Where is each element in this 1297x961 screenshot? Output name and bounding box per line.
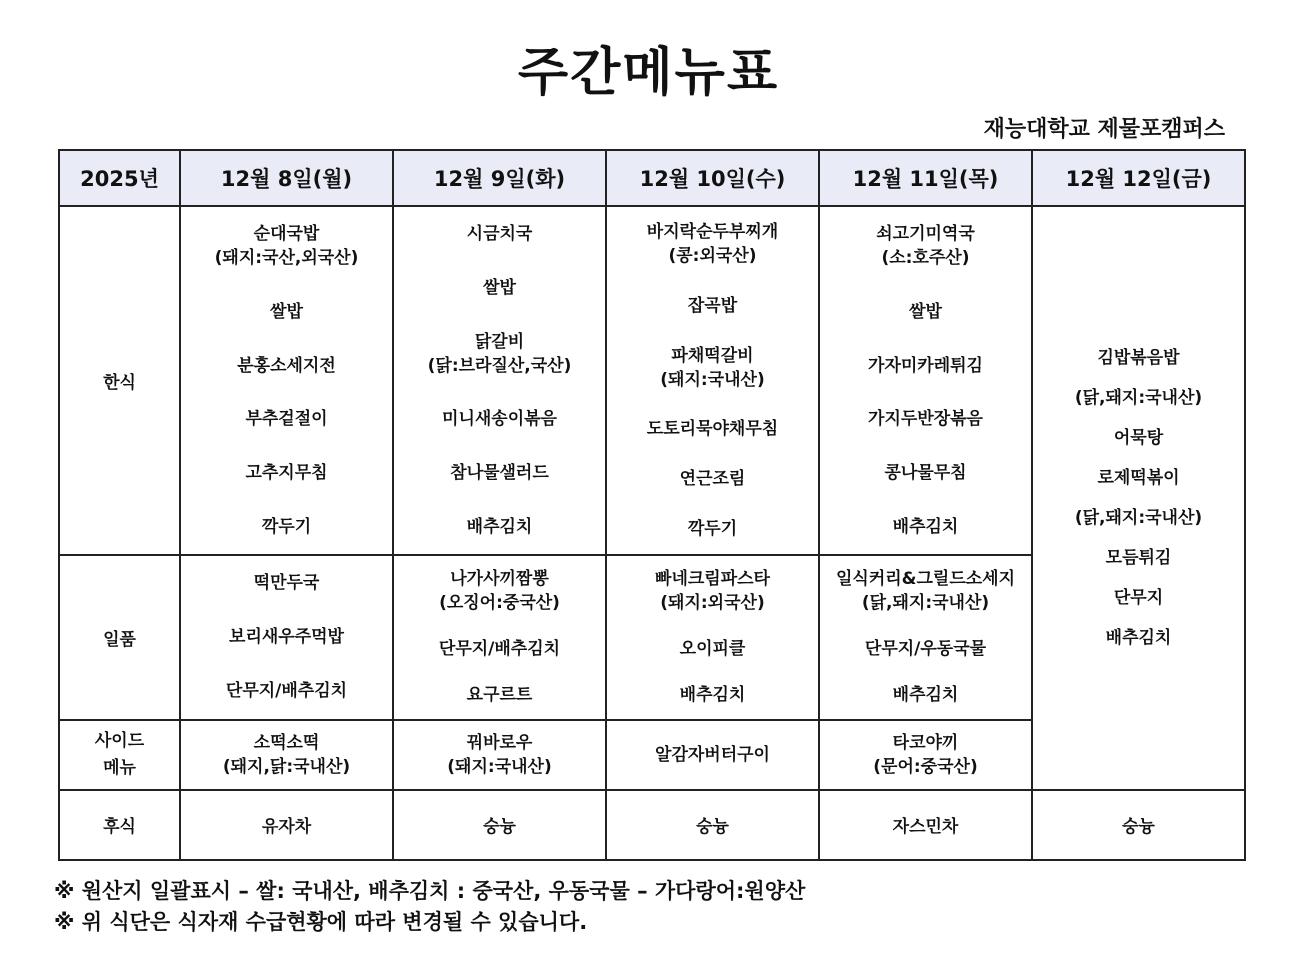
menu-item: 분홍소세지전 [237, 355, 336, 376]
menu-item: 떡만두국 [253, 573, 320, 594]
korean-menu-tue [393, 206, 606, 555]
menu-item: 배추김치 [892, 517, 959, 538]
header-row [59, 150, 1245, 206]
footnote-origin: ※ 원산지 일괄표시 – 쌀: 국내산, 배추김치 : 중국산, 우동국물 – 가다랑어:원양산 [54, 879, 806, 903]
ilpum-menu-wed [606, 555, 819, 720]
side-menu-thu [819, 720, 1032, 790]
dessert-row [59, 790, 1245, 860]
row-label-side-text: 사이드 메뉴 [94, 730, 145, 778]
menu-item: 배추김치 [466, 517, 533, 538]
menu-item: 쌀밥 [909, 301, 942, 322]
side-menu-wed [606, 720, 819, 790]
menu-item: 닭갈비 (닭:브라질산,국산) [427, 331, 572, 376]
side-menu-tue [393, 720, 606, 790]
menu-item: 일식커리&그릴드소세지 (닭,돼지:국내산) [835, 569, 1016, 614]
menu-item: 쇠고기미역국 (소:호주산) [876, 223, 975, 268]
footnote-notice: ※ 위 식단은 식자재 수급현황에 따라 변경될 수 있습니다. [54, 910, 588, 934]
footnotes [54, 876, 805, 938]
year-header: 2025년 [59, 150, 180, 206]
menu-item: (닭,돼지:국내산) [1074, 387, 1203, 408]
page-title: 주간메뉴표 [517, 43, 780, 103]
day-header-thu: 12월 11일(목) [819, 150, 1032, 206]
menu-item: 쌀밥 [483, 277, 516, 298]
ilpum-menu-thu [819, 555, 1032, 720]
day-header-tue: 12월 9일(화) [393, 150, 606, 206]
campus-name: 재능대학교 제물포캠퍼스 [983, 117, 1225, 142]
menu-item: 어묵탕 [1113, 427, 1164, 448]
menu-item: 배추김치 [679, 685, 746, 706]
dessert-fri: 숭늉 [1032, 790, 1245, 860]
menu-item: 콩나물무침 [884, 463, 967, 484]
menu-item: 바지락순두부찌개 (콩:외국산) [646, 221, 779, 266]
menu-item: 배추김치 [1105, 627, 1172, 648]
menu-item: 요구르트 [466, 685, 533, 706]
day-header-fri: 12월 12일(금) [1032, 150, 1245, 206]
menu-item: 가지두반장볶음 [868, 409, 983, 430]
menu-item: 김밥볶음밥 [1097, 347, 1180, 368]
menu-item: 연근조림 [679, 469, 746, 490]
day-header-wed: 12월 10일(수) [606, 150, 819, 206]
menu-item: 쌀밥 [270, 301, 303, 322]
dessert-mon: 유자차 [180, 790, 393, 860]
menu-item: 모듬튀김 [1105, 547, 1172, 568]
menu-item: 보리새우주먹밥 [229, 627, 344, 648]
menu-item: 나가사끼짬뽕 (오징어:중국산) [439, 569, 560, 614]
row-label-ilpum: 일품 [59, 555, 180, 720]
menu-item: 파채떡갈비 (돼지:국내산) [660, 345, 765, 390]
side-menu-mon [180, 720, 393, 790]
menu-item: 참나물샐러드 [450, 463, 549, 484]
friday-menu [1032, 206, 1245, 790]
korean-menu-mon [180, 206, 393, 555]
row-label-korean: 한식 [59, 206, 180, 555]
menu-item: 단무지/우동국물 [864, 639, 987, 660]
menu-item: 순대국밥 (돼지:국산,외국산) [214, 223, 359, 268]
menu-item: 부추겉절이 [245, 409, 328, 430]
menu-item: 시금치국 [466, 223, 533, 244]
menu-item: 단무지 [1113, 587, 1164, 608]
menu-item: 깍두기 [261, 517, 312, 538]
korean-menu-wed [606, 206, 819, 555]
korean-menu-thu [819, 206, 1032, 555]
menu-item: 소떡소떡 (돼지,닭:국내산) [222, 732, 351, 777]
menu-item: 오이피클 [679, 639, 746, 660]
menu-item: 단무지/배추김치 [225, 681, 348, 702]
dessert-wed: 숭늉 [606, 790, 819, 860]
ilpum-menu-tue [393, 555, 606, 720]
menu-item: 알감자버터구이 [655, 744, 770, 765]
menu-item: 배추김치 [892, 685, 959, 706]
menu-item: 로제떡볶이 [1097, 467, 1180, 488]
menu-item: 도토리묵야채무침 [646, 419, 779, 440]
menu-item: 잡곡밥 [687, 295, 738, 316]
dessert-tue: 숭늉 [393, 790, 606, 860]
dessert-thu: 자스민차 [819, 790, 1032, 860]
menu-item: 미니새송이볶음 [442, 409, 557, 430]
ilpum-menu-mon [180, 555, 393, 720]
menu-item: 고추지무침 [245, 463, 328, 484]
menu-item: (닭,돼지:국내산) [1074, 507, 1203, 528]
menu-item: 꿔바로우 (돼지:국내산) [447, 732, 552, 777]
day-header-mon: 12월 8일(월) [180, 150, 393, 206]
korean-row [59, 206, 1245, 555]
row-label-side [59, 720, 180, 790]
menu-item: 빠네크림파스타 (돼지:외국산) [655, 569, 770, 614]
weekly-menu-table [58, 149, 1246, 861]
menu-item: 깍두기 [687, 519, 738, 540]
menu-item: 가자미카레튀김 [868, 355, 983, 376]
menu-item: 단무지/배추김치 [438, 639, 561, 660]
row-label-dessert: 후식 [59, 790, 180, 860]
menu-item: 타코야끼 (문어:중국산) [873, 732, 978, 777]
